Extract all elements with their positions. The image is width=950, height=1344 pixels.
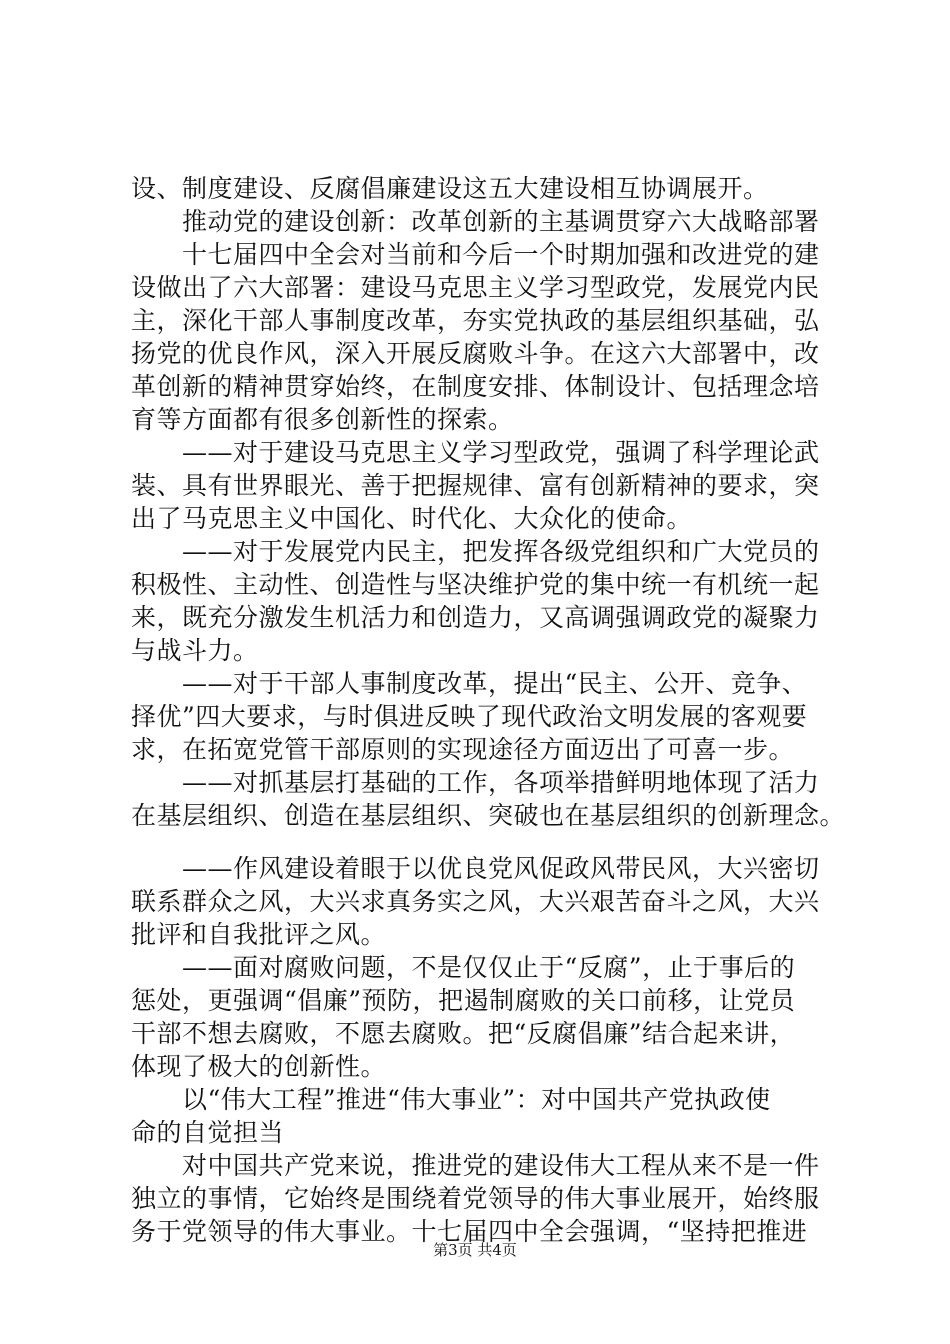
text-line: 独立的事情，它始终是围绕着党领导的伟大事业展开，始终服	[131, 1184, 820, 1213]
text-line: ——对于发展党内民主，把发挥各级党组织和广大党员的	[131, 537, 820, 566]
section-heading: 以“伟大工程”推进“伟大事业”：对中国共产党执政使	[131, 1085, 771, 1114]
text-line: ——作风建设着眼于以优良党风促政风带民风，大兴密切	[131, 854, 820, 883]
text-line: ——对于建设马克思主义学习型政党，强调了科学理论武	[131, 438, 820, 467]
text-line: 干部不想去腐败，不愿去腐败。把“反腐倡廉”结合起来讲，	[131, 1019, 796, 1048]
text-line: 批评和自我批评之风。	[131, 920, 387, 949]
text-line: 育等方面都有很多创新性的探索。	[131, 405, 514, 434]
text-line: 设、制度建设、反腐倡廉建设这五大建设相互协调展开。	[131, 174, 769, 203]
text-line: 主，深化干部人事制度改革，夯实党执政的基层组织基础，弘	[131, 306, 820, 335]
text-line: 积极性、主动性、创造性与坚决维护党的集中统一有机统一起	[131, 570, 820, 599]
text-line: 出了马克思主义中国化、时代化、大众化的使命。	[131, 504, 693, 533]
text-line: 择优”四大要求，与时俱进反映了现代政治文明发展的客观要	[131, 702, 808, 731]
text-line: 在基层组织、创造在基层组织、突破也在基层组织的创新理念。	[131, 801, 846, 830]
text-line: 惩处，更强调“倡廉”预防，把遏制腐败的关口前移，让党员	[131, 986, 796, 1015]
text-line: 务于党领导的伟大事业。十七届四中全会强调，“坚持把推进	[131, 1217, 808, 1246]
section-heading: 推动党的建设创新：改革创新的主基调贯穿六大战略部署	[131, 207, 820, 236]
text-line: 来，既充分激发生机活力和创造力，又高调强调政党的凝聚力	[131, 603, 820, 632]
text-line: ——对抓基层打基础的工作，各项举措鲜明地体现了活力	[131, 768, 820, 797]
text-line: 与战斗力。	[131, 636, 259, 665]
text-line: 体现了极大的创新性。	[131, 1052, 387, 1081]
page-number-footer: 第3页 共4页	[433, 1241, 517, 1259]
text-line: 求，在拓宽党管干部原则的实现途径方面迈出了可喜一步。	[131, 735, 795, 764]
text-line: 扬党的优良作风，深入开展反腐败斗争。在这六大部署中，改	[131, 339, 820, 368]
text-line: 对中国共产党来说，推进党的建设伟大工程从来不是一件	[131, 1151, 820, 1180]
text-line: 十七届四中全会对当前和今后一个时期加强和改进党的建	[131, 240, 820, 269]
section-heading: 命的自觉担当	[131, 1118, 285, 1147]
text-line: 革创新的精神贯穿始终，在制度安排、体制设计、包括理念培	[131, 372, 820, 401]
text-line: 联系群众之风，大兴求真务实之风，大兴艰苦奋斗之风，大兴	[131, 887, 820, 916]
text-line: 装、具有世界眼光、善于把握规律、富有创新精神的要求，突	[131, 471, 820, 500]
text-line: ——面对腐败问题，不是仅仅止于“反腐”，止于事后的	[131, 953, 796, 982]
text-line: 设做出了六大部署：建设马克思主义学习型政党，发展党内民	[131, 273, 820, 302]
text-line: ——对于干部人事制度改革，提出“民主、公开、竞争、	[131, 669, 808, 698]
